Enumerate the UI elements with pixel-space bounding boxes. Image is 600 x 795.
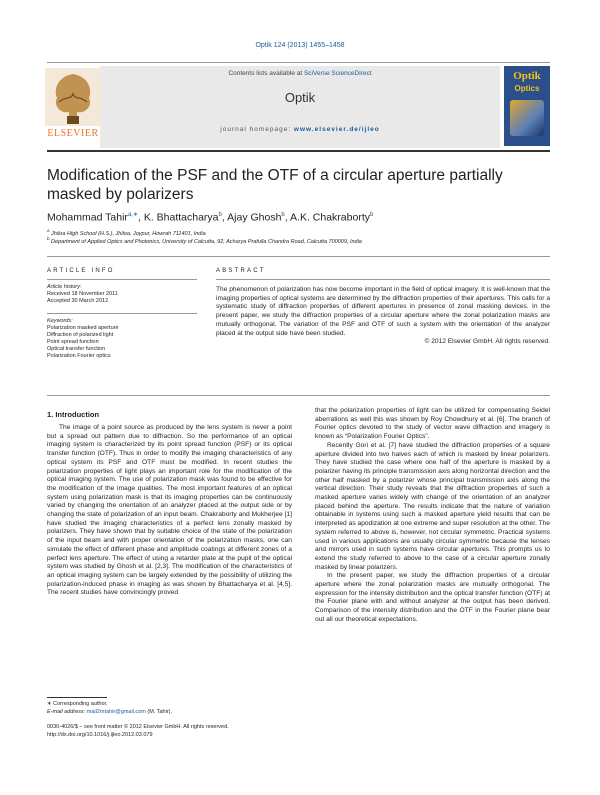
author-sup[interactable]: b <box>218 212 222 218</box>
accepted-date: Accepted 30 March 2012 <box>47 298 109 304</box>
body-paragraph: In the present paper, we study the diffraction properties of a circular aperture where the zonal polarization masks are mutually orthogonal. The expression for the intensity distribution and the optical transfer function (OTF) at the Fourier plane with and without analyzer at the output has been derived. Comparison of the intensity distribution and the OTF in the Fourier plane bear out all our theoretical expectations. <box>315 572 550 623</box>
author-list: Mohammad Tahir$^{a,∗}$, K. Bhattacharya$^b$, Ajay Ghosh$^b$, A.K. Chakraborty$^b$ <box>47 211 374 224</box>
author-name[interactable]: Mohammad Tahir <box>47 211 128 224</box>
author-name[interactable]: A.K. Chakraborty <box>290 211 370 224</box>
history-label: Article history: <box>47 284 82 290</box>
journal-header-band <box>100 66 500 148</box>
cover-subtitle: Optics <box>514 84 540 93</box>
footnote-email <box>47 709 297 716</box>
keywords-block <box>47 318 197 360</box>
email-label: E-mail address: <box>47 709 87 715</box>
abstract-rule <box>216 279 550 280</box>
article-info-rule <box>47 279 197 280</box>
author-sup[interactable]: b <box>369 212 374 218</box>
author-name[interactable]: Ajay Ghosh <box>227 211 282 224</box>
received-date: Received 18 November 2011 <box>47 291 118 297</box>
title-block-rule <box>47 256 550 257</box>
header-bottom-rule <box>47 150 550 152</box>
homepage-link[interactable]: www.elsevier.de/ijleo <box>293 126 380 133</box>
affiliation-text: Jhiloa High School (H.S.), Jhiloa, Joypur, Howrah 711401, India <box>51 230 206 237</box>
journal-homepage <box>100 126 500 133</box>
author-sup[interactable]: b <box>281 212 285 218</box>
section-heading-introduction: 1. Introduction <box>47 410 100 419</box>
elsevier-logo <box>45 68 101 140</box>
abstract-heading: ABSTRACT <box>216 268 266 274</box>
affiliation-sup: b <box>47 236 50 241</box>
contents-prefix: Contents lists available at <box>228 70 304 77</box>
body-paragraph: The image of a point source as produced by the lens system is never a point but a spread out pattern due to diffraction. So the performance of an optical imaging system is characterized by its point spread function (PSF) or its optical transfer function (OTF). Thus in order to modify the imaging characteristics of any optical system its PSF and OTF must be modified. In recent studies the polarization properties of light plays an important role for the modification of the optical imaging system. The use of polarization mask was found to be effective for the modification of the image qualities. The most important features of an optical system using polarization mask is that its imaging properties can be continuously varied by changing the orientation of an analyzer placed at the output side or by changing the state of polarization of an input beam. Chakraborty and Mukherjee [1] have studied the imaging characteristics of a perfect lens zonally masked by polarizers. They have shown that by suitable choice of the state of the polarization of the input beam and with proper orientation of the polarization masks, one can simulate the effect of different phase and amplitude coatings at different zones of a perfect lens aperture. The effect of using a retarder plate at the pupil of the optical system was studied by Ghosh et al. [2,3]. The modification of the characteristics of an optical imaging system can be largely extended by the possibility of utilizing the polarization-induced phase in imaging as was shown by Bhattacharya et al. [4,5]. The recent studies have convincingly proved <box>47 424 292 597</box>
keyword-item: Polarization masked aperture <box>47 325 119 331</box>
body-paragraph: that the polarization properties of light can be utilized for compensating Seidel aberrations as well this was shown by Roy Chowdhury et al. [6]. The branch of Fourier optics devoted to the study of vector wave diffraction and imagery is known as “Polarization Fourier Optics”. <box>315 407 550 441</box>
body-paragraph: Recently Gori et al. [7] have studied the diffraction properties of a square aperture divided into two halves each of which is masked by linear polarizers. They have studied the case where one half of the aperture is masked by a polarizer having its principle transmission axis along horizontal direction and the other half masked by a polarizer whose principal transmission axis along the vertical direction. Their study reveals that the diffraction properties of such a masked aperture varies widely with change of the orientation of an analyzer placed behind the aperture. The results indicate that the nature of variation obtainable in systems using such a masked aperture yield results that can be interpreted as apodization at one extreme and super resolution at the other. The system referred to above is, however, not circular symmetric. Practical systems used in various applications are usually circular symmetric because the lenses and mirrors used in such systems have circular apertures. This prompts us to extend the study referred to above to the case of a circular aperture zonally masked by linear polarizers. <box>315 441 550 571</box>
keyword-item: Polarization Fourier optics <box>47 353 111 359</box>
abstract-body <box>216 286 550 347</box>
affiliation-text: Department of Applied Optics and Photonics, University of Calcutta, 92, Acharya Prafulla Chandra Road, Calcutta 700009, India <box>51 238 362 245</box>
issn-line: 0030-4026/$ – see front matter © 2012 Elsevier GmbH. All rights reserved. <box>47 724 229 730</box>
cover-title: Optik <box>513 70 541 82</box>
article-info-heading: ARTICLE INFO <box>47 268 115 274</box>
body-left-column <box>47 424 292 598</box>
author-name[interactable]: K. Bhattacharya <box>143 211 219 224</box>
contents-availability <box>100 70 500 77</box>
homepage-prefix: journal homepage: <box>220 126 294 133</box>
doi-link[interactable]: http://dx.doi.org/10.1016/j.ijleo.2012.03.079 <box>47 732 153 738</box>
article-history <box>47 284 197 305</box>
affiliation-b <box>47 236 567 245</box>
sciencedirect-link[interactable]: SciVerse ScienceDirect <box>303 70 372 77</box>
journal-citation[interactable]: Optik 124 (2013) 1455–1458 <box>255 42 345 49</box>
footnote-rule <box>47 697 107 698</box>
abstract-text: The phenomenon of polarization has now become important in the field of optical imagery. It is well-known that the imaging properties of optical systems are determined by the diffraction properties of their apertures. This calls for a systematic study of diffraction properties of different apertures in presence of zonal masking devices. In the present paper, we study the diffraction properties of a circular aperture where the zonal polarization masks are mutually orthogonal. The variation of the PSF and OTF of such a system with the orientation of the analyzer placed at the output side have been studied. <box>216 286 550 337</box>
keyword-item: Optical transfer function <box>47 346 106 352</box>
keyword-item: Point spread function <box>47 339 99 345</box>
affiliation-sup: a <box>47 228 50 233</box>
journal-cover-thumbnail[interactable] <box>504 66 550 146</box>
journal-name: Optik <box>284 90 316 105</box>
keyword-item: Diffraction of polarized light <box>47 332 114 338</box>
email-suffix: (M. Tahir). <box>145 709 173 715</box>
publisher-logo-text: ELSEVIER <box>47 128 99 139</box>
footnote-corresponding: ∗ Corresponding author. <box>47 701 108 707</box>
cover-image <box>510 100 544 136</box>
keywords-rule <box>47 313 197 314</box>
body-right-column <box>315 407 550 625</box>
keywords-label: Keywords: <box>47 318 73 324</box>
body-separator-rule <box>47 395 550 396</box>
abstract-copyright: © 2012 Elsevier GmbH. All rights reserved. <box>424 338 550 346</box>
header-top-rule <box>47 62 550 63</box>
author-sup[interactable]: a,∗ <box>127 212 138 218</box>
article-title: Modification of the PSF and the OTF of a circular aperture partially masked by polarizers <box>47 167 503 203</box>
email-link[interactable]: mail2mtahir@gmail.com <box>86 709 146 715</box>
